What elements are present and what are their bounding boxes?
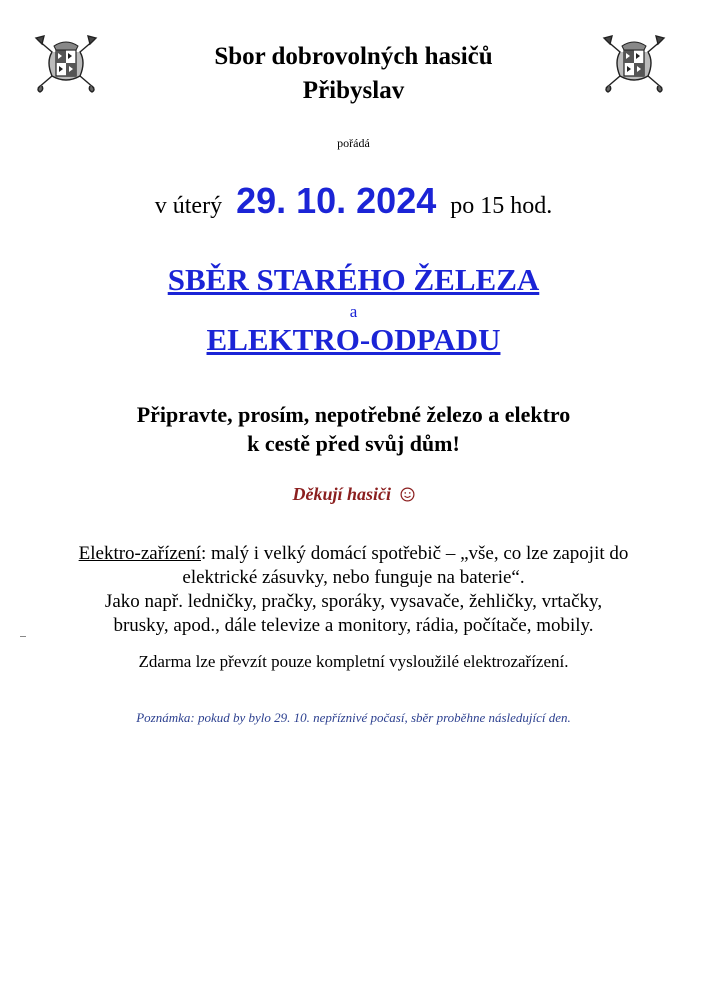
description-line-2: elektrické zásuvky, nebo funguje na baterie“. <box>182 567 525 588</box>
organizes-label: pořádá <box>337 136 370 150</box>
title-scrap-iron: SBĚR STARÉHO ŽELEZA <box>167 262 540 297</box>
description-line-3: Jako např. ledničky, pračky, sporáky, vysavače, žehličky, vrtačky, <box>104 591 603 612</box>
organization-town: Přibyslav <box>302 77 405 104</box>
free-collection-note: Zdarma lze převzít pouze kompletní vysloužilé elektrozařízení. <box>138 652 569 671</box>
event-day: v úterý <box>154 193 223 219</box>
thanks-label: Děkují hasiči <box>292 484 391 504</box>
title-conjunction: a <box>349 302 358 321</box>
title-electro-waste: ELEKTRO-ODPADU <box>206 322 501 357</box>
stray-mark <box>20 636 26 637</box>
description-line-1 <box>0 542 707 566</box>
organization-header <box>0 40 707 108</box>
event-time: po 15 hod. <box>450 193 553 219</box>
description-lead: Elektro-zařízení <box>78 543 201 564</box>
smiley-icon <box>400 487 415 502</box>
thanks-text <box>0 484 707 505</box>
event-dateline <box>0 180 707 222</box>
electro-description <box>0 542 707 638</box>
event-date: 29. 10. 2024 <box>236 180 437 221</box>
organization-name: Sbor dobrovolných hasičů <box>214 43 493 70</box>
weather-note: Poznámka: pokud by bylo 29. 10. nepříznivé počasí, sběr proběhne následující den. <box>136 710 571 725</box>
request-line-1: Připravte, prosím, nepotřebné železo a elektro <box>136 402 571 427</box>
description-line-4: brusky, apod., dále televize a monitory, rádia, počítače, mobily. <box>113 615 594 636</box>
request-text <box>0 400 707 458</box>
description-line-1-rest: : malý i velký domácí spotřebič – „vše, co lze zapojit do <box>201 543 629 564</box>
request-line-2: k cestě před svůj dům! <box>247 431 460 456</box>
